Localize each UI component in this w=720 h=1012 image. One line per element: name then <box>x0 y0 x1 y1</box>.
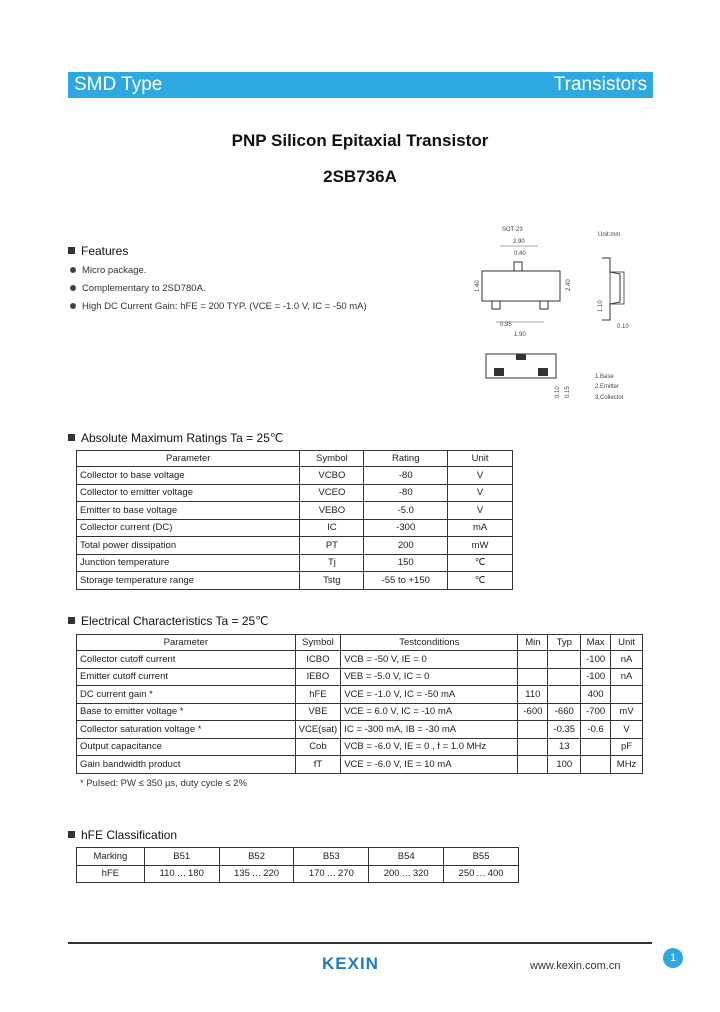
table-cell <box>518 651 548 669</box>
bullet-square-icon <box>68 247 75 254</box>
table-row <box>77 686 643 704</box>
table-cell: -80 <box>364 484 448 502</box>
column-header: Typ <box>548 635 581 651</box>
table-cell: mV <box>611 703 643 721</box>
package-outline-drawing <box>470 222 660 412</box>
table-cell: Collector saturation voltage * <box>77 721 296 739</box>
table-cell: 250 … 400 <box>444 865 519 883</box>
column-header: B51 <box>144 848 219 866</box>
table-cell: nA <box>611 651 643 669</box>
table-cell: VEB = -5.0 V, IC = 0 <box>341 668 518 686</box>
kexin-logo: KEXIN <box>322 954 379 973</box>
table-cell: mA <box>448 519 513 537</box>
table-cell: Cob <box>295 738 341 756</box>
website-link[interactable]: www.kexin.com.cn <box>530 960 621 972</box>
pulse-footnote: * Pulsed: PW ≤ 350 µs, duty cycle ≤ 2% <box>80 778 247 789</box>
column-header: Symbol <box>295 635 341 651</box>
table-row <box>77 519 513 537</box>
column-header: B54 <box>369 848 444 866</box>
table-cell: Output capacitance <box>77 738 296 756</box>
bullet-dot-icon <box>70 267 76 273</box>
table-cell: V <box>448 484 513 502</box>
features-heading: Features <box>68 244 128 258</box>
table-cell <box>548 668 581 686</box>
table-cell: 13 <box>548 738 581 756</box>
table-row <box>77 738 643 756</box>
table-cell: 110 <box>518 686 548 704</box>
hfe-heading: hFE Classification <box>68 828 177 842</box>
table-cell: VBE <box>295 703 341 721</box>
table-header-row <box>77 451 513 467</box>
table-cell: VCE = 6.0 V, IC = -10 mA <box>341 703 518 721</box>
dim-text: 0.15 <box>565 386 571 398</box>
table-cell: Tj <box>300 554 364 572</box>
table-cell: Collector to emitter voltage <box>77 484 300 502</box>
header-banner <box>68 72 653 98</box>
table-cell: hFE <box>77 865 145 883</box>
table-cell: ICBO <box>295 651 341 669</box>
column-header: B55 <box>444 848 519 866</box>
dim-text: 1.10 <box>598 300 604 312</box>
table-cell: V <box>448 467 513 485</box>
dim-text: 1.90 <box>514 332 526 338</box>
table-cell: VCEO <box>300 484 364 502</box>
table-cell: -700 <box>581 703 611 721</box>
table-cell: Collector current (DC) <box>77 519 300 537</box>
table-cell: VEBO <box>300 502 364 520</box>
hfe-classification-table <box>76 847 519 883</box>
part-number: 2SB736A <box>323 167 397 186</box>
dim-text: 0.10 <box>555 386 561 398</box>
pin-label: 2.Emitter <box>595 384 620 390</box>
table-row <box>77 721 643 739</box>
table-cell: -5.0 <box>364 502 448 520</box>
electrical-heading: Electrical Characteristics Ta = 25℃ <box>68 614 269 628</box>
feature-item: Micro package. <box>70 265 146 276</box>
dim-text: 2.40 <box>566 279 572 291</box>
column-header: Max <box>581 635 611 651</box>
header-type: Transistors <box>553 74 647 95</box>
abs-max-table <box>76 450 513 590</box>
table-cell: Collector cutoff current <box>77 651 296 669</box>
table-cell: -100 <box>581 651 611 669</box>
column-header: Marking <box>77 848 145 866</box>
table-cell: -100 <box>581 668 611 686</box>
table-cell: -300 <box>364 519 448 537</box>
table-cell: 200 … 320 <box>369 865 444 883</box>
table-row <box>77 703 643 721</box>
table-row <box>77 668 643 686</box>
table-cell: nA <box>611 668 643 686</box>
table-cell: Emitter to base voltage <box>77 502 300 520</box>
table-cell: VCB = -6.0 V, IE = 0 , f = 1.0 MHz <box>341 738 518 756</box>
bullet-square-icon <box>68 831 75 838</box>
table-cell <box>518 756 548 774</box>
footer-divider <box>68 942 652 944</box>
table-cell: Total power dissipation <box>77 537 300 555</box>
feature-item: High DC Current Gain: hFE = 200 TYP. (VCE = -1.0 V, IC = -50 mA) <box>70 301 367 312</box>
table-row <box>77 554 513 572</box>
table-cell: 100 <box>548 756 581 774</box>
feature-item: Complementary to 2SD780A. <box>70 283 206 294</box>
table-cell: -80 <box>364 467 448 485</box>
table-cell: Base to emitter voltage * <box>77 703 296 721</box>
bullet-square-icon <box>68 434 75 441</box>
table-cell <box>581 738 611 756</box>
column-header: Parameter <box>77 451 300 467</box>
table-row <box>77 467 513 485</box>
table-cell: fT <box>295 756 341 774</box>
table-cell: MHz <box>611 756 643 774</box>
table-cell <box>581 756 611 774</box>
table-cell: VCE = -6.0 V, IE = 10 mA <box>341 756 518 774</box>
bullet-square-icon <box>68 617 75 624</box>
dim-text: 0.40 <box>514 251 526 257</box>
table-cell: VCE(sat) <box>295 721 341 739</box>
table-cell: IC = -300 mA, IB = -30 mA <box>341 721 518 739</box>
table-cell <box>548 651 581 669</box>
table-cell: VCE = -1.0 V, IC = -50 mA <box>341 686 518 704</box>
table-row <box>77 537 513 555</box>
table-cell: 150 <box>364 554 448 572</box>
table-cell <box>611 686 643 704</box>
bullet-dot-icon <box>70 285 76 291</box>
column-header: Parameter <box>77 635 296 651</box>
table-cell: pF <box>611 738 643 756</box>
table-cell: Emitter cutoff current <box>77 668 296 686</box>
column-header: Unit <box>611 635 643 651</box>
table-cell: Storage temperature range <box>77 572 300 590</box>
dim-text: 0.95 <box>500 322 512 328</box>
column-header: Min <box>518 635 548 651</box>
dim-text: 0.10 <box>617 324 629 330</box>
table-row <box>77 756 643 774</box>
table-cell: IEBO <box>295 668 341 686</box>
column-header: B53 <box>294 848 369 866</box>
document-title: PNP Silicon Epitaxial Transistor <box>231 131 489 150</box>
table-row <box>77 572 513 590</box>
table-cell: DC current gain * <box>77 686 296 704</box>
dim-text: 2.90 <box>513 239 525 245</box>
table-cell: -55 to +150 <box>364 572 448 590</box>
column-header: Testconditions <box>341 635 518 651</box>
table-cell: Tstg <box>300 572 364 590</box>
table-cell: 170 … 270 <box>294 865 369 883</box>
table-cell: ℃ <box>448 554 513 572</box>
table-cell: V <box>448 502 513 520</box>
column-header: Rating <box>364 451 448 467</box>
electrical-table <box>76 634 643 774</box>
column-header: Symbol <box>300 451 364 467</box>
table-row <box>77 484 513 502</box>
table-cell: PT <box>300 537 364 555</box>
abs-max-heading: Absolute Maximum Ratings Ta = 25℃ <box>68 431 283 445</box>
table-cell <box>518 668 548 686</box>
table-cell: -0.35 <box>548 721 581 739</box>
table-cell: -0.6 <box>581 721 611 739</box>
package-unit: Unit:mm <box>598 232 621 238</box>
header-category: SMD Type <box>74 74 163 95</box>
table-cell <box>548 686 581 704</box>
table-cell: 400 <box>581 686 611 704</box>
table-row <box>77 651 643 669</box>
page-number: 1 <box>663 948 683 968</box>
table-header-row <box>77 635 643 651</box>
table-cell: -600 <box>518 703 548 721</box>
table-cell <box>518 721 548 739</box>
table-cell: Gain bandwidth product <box>77 756 296 774</box>
table-cell: V <box>611 721 643 739</box>
column-header: B52 <box>219 848 294 866</box>
table-header-row <box>77 848 519 866</box>
table-cell: 200 <box>364 537 448 555</box>
table-cell: -660 <box>548 703 581 721</box>
table-cell: Collector to base voltage <box>77 467 300 485</box>
table-cell: Junction temperature <box>77 554 300 572</box>
bullet-dot-icon <box>70 303 76 309</box>
table-cell: 135 … 220 <box>219 865 294 883</box>
pin-label: 1.Base <box>595 374 614 380</box>
table-cell: 110 … 180 <box>144 865 219 883</box>
table-row <box>77 502 513 520</box>
table-row <box>77 865 519 883</box>
table-cell: mW <box>448 537 513 555</box>
table-cell: VCBO <box>300 467 364 485</box>
table-cell <box>518 738 548 756</box>
table-cell: ℃ <box>448 572 513 590</box>
dim-text: 1.40 <box>475 280 481 292</box>
table-cell: VCB = -50 V, IE = 0 <box>341 651 518 669</box>
package-name: SOT-23 <box>502 227 523 233</box>
column-header: Unit <box>448 451 513 467</box>
table-cell: IC <box>300 519 364 537</box>
pin-label: 3.Collector <box>595 395 624 401</box>
table-cell: hFE <box>295 686 341 704</box>
